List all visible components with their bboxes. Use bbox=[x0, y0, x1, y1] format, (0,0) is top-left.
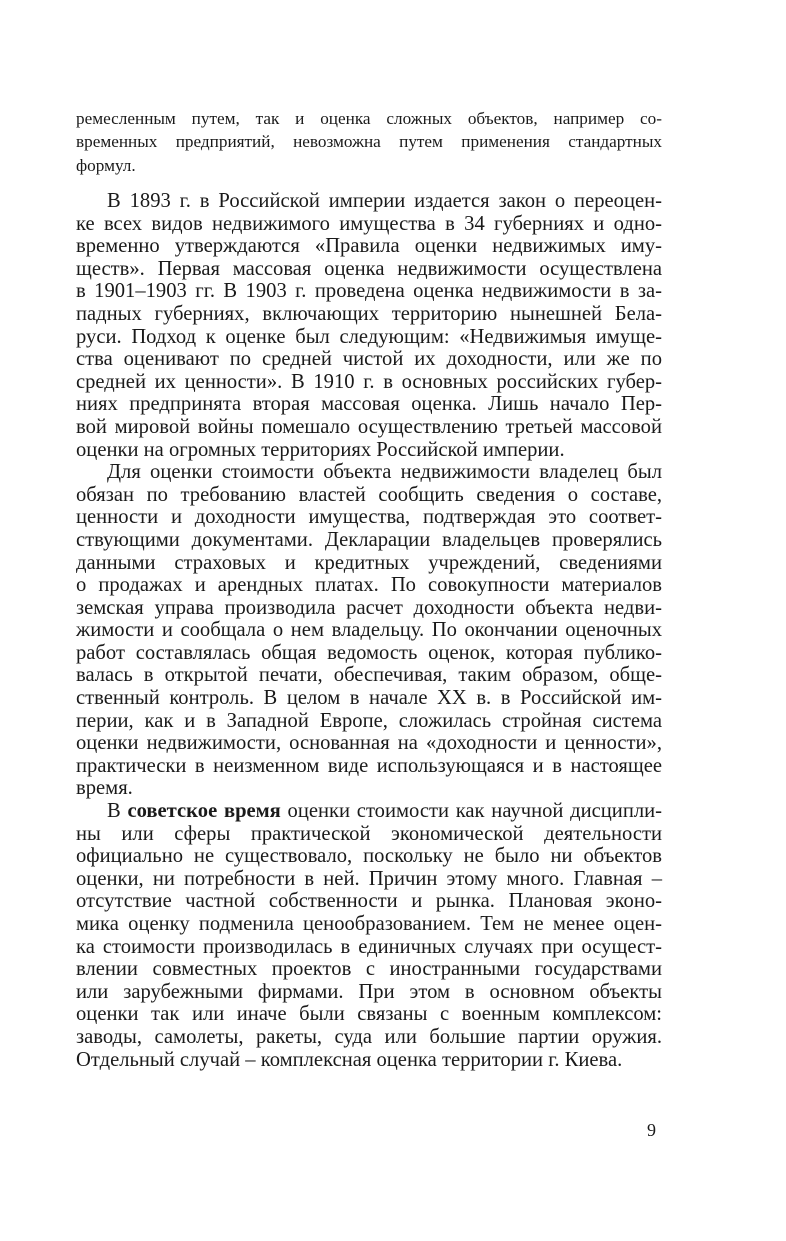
text-line: оценки так или иначе были связаны с военным комплексом: bbox=[76, 1003, 662, 1026]
paragraph-1 bbox=[76, 190, 662, 461]
paragraph-2 bbox=[76, 461, 662, 800]
text-line: оценки недвижимости, основанная на «доходности и ценности», bbox=[76, 732, 662, 755]
text-run: оценки стоимости как научной дисципли- bbox=[280, 800, 662, 823]
text-line: вой мировой войны помешало осуществлению третьей массовой bbox=[76, 415, 662, 438]
text-line bbox=[76, 800, 662, 823]
text-line: жимости и сообщала о нем владельцу. По окончании оценочных bbox=[76, 619, 662, 642]
text-line: ценности и доходности имущества, подтверждая это соответ- bbox=[76, 506, 662, 529]
text-line: земская управа производила расчет доходности объекта недви- bbox=[76, 596, 662, 619]
text-line: оценки, ни потребности в ней. Причин этому много. Главная – bbox=[76, 867, 662, 890]
text-line: мика оценку подменила ценообразованием. Тем не менее оцен- bbox=[76, 913, 662, 935]
body-text bbox=[76, 190, 662, 1071]
text-line: ка стоимости производилась в единичных случаях при осущест- bbox=[76, 935, 662, 958]
bold-term: советское время bbox=[127, 800, 281, 823]
text-line: перии, как и в Западной Европе, сложилась стройная система bbox=[76, 709, 662, 732]
text-line: влении совместных проектов с иностранными государствами bbox=[76, 958, 662, 981]
text-line: отсутствие частной собственности и рынка. Плановая эконо- bbox=[76, 890, 662, 913]
text-line: ствующими документами. Декларации владельцев проверялись bbox=[76, 528, 662, 551]
text-run: В bbox=[107, 800, 128, 823]
text-line: ны или сферы практической экономической деятельности bbox=[76, 822, 662, 845]
text-line: формул. bbox=[76, 155, 136, 175]
text-line: валась в открытой печати, обеспечивая, таким образом, обще- bbox=[76, 664, 662, 687]
text-line: работ составлялась общая ведомость оценок, которая публико- bbox=[76, 641, 662, 664]
text-line: заводы, самолеты, ракеты, суда или большие партии оружия. bbox=[76, 1025, 662, 1048]
text-line: средней их ценности». В 1910 г. в основных российских губер- bbox=[76, 370, 662, 393]
text-line: руси. Подход к оценке был следующим: «Недвижимыя имуще- bbox=[76, 325, 662, 348]
page-number: 9 bbox=[647, 1120, 656, 1140]
text-line: официально не существовало, поскольку не было ни объектов bbox=[76, 845, 662, 868]
text-line: в 1901–1903 гг. В 1903 г. проведена оценка недвижимости в за- bbox=[76, 280, 662, 303]
paragraph-3 bbox=[76, 800, 662, 1071]
text-line: падных губерниях, включающих территорию нынешней Бела- bbox=[76, 302, 662, 325]
text-line: ниях предпринята вторая массовая оценка. Лишь начало Пер- bbox=[76, 393, 662, 416]
text-line: данными страховых и кредитных учреждений, сведениями bbox=[76, 551, 662, 574]
text-line: ства оценивают по средней чистой их доходности, или же по bbox=[76, 348, 662, 371]
text-line: обязан по требованию властей сообщить сведения о составе, bbox=[76, 483, 662, 506]
text-line: ществ». Первая массовая оценка недвижимости осуществлена bbox=[76, 257, 662, 280]
text-line: время. bbox=[76, 777, 133, 800]
text-line: ственный контроль. В целом в начале XX в. в Российской им- bbox=[76, 687, 662, 710]
text-line: или зарубежными фирмами. При этом в основном объекты bbox=[76, 980, 662, 1003]
continuation-text bbox=[76, 107, 662, 177]
text-line: Для оценки стоимости объекта недвижимости владелец был bbox=[107, 461, 662, 484]
text-line: о продажах и арендных платах. По совокупности материалов bbox=[76, 574, 662, 597]
text-line: ремесленным путем, так и оценка сложных объектов, например со- bbox=[76, 109, 662, 128]
text-line: временно утверждаются «Правила оценки недвижимых иму- bbox=[76, 235, 662, 258]
text-line: временных предприятий, невозможна путем применения стандартных bbox=[76, 132, 662, 152]
text-line: В 1893 г. в Российской империи издается закон о переоцен- bbox=[107, 190, 662, 212]
text-line: Отдельный случай – комплексная оценка территории г. Киева. bbox=[76, 1048, 623, 1071]
text-line: практически в неизменном виде использующаяся и в настоящее bbox=[76, 754, 662, 777]
text-line: ке всех видов недвижимого имущества в 34 губерниях и одно- bbox=[76, 212, 662, 235]
text-line: оценки на огромных территориях Российской империи. bbox=[76, 438, 565, 461]
